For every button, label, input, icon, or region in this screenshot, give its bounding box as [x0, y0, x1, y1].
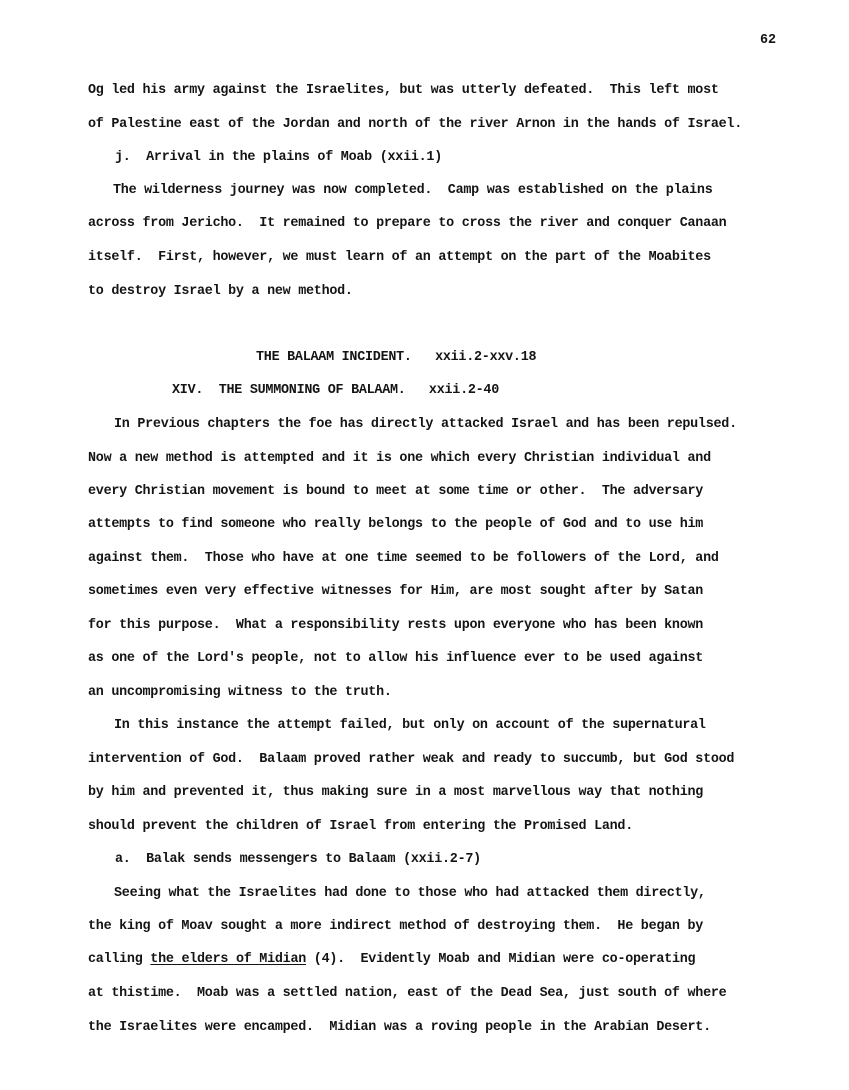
- paragraph-2-line-2: intervention of God. Balaam proved rather weak and ready to succumb, but God stood: [88, 752, 735, 767]
- section-j-line-2: across from Jericho. It remained to prepare to cross the river and conquer Canaan: [88, 216, 727, 231]
- intro-line-1: Og led his army against the Israelites, but was utterly defeated. This left most: [88, 83, 719, 98]
- paragraph-1-line-1: In Previous chapters the foe has directly attacked Israel and has been repulsed.: [114, 417, 737, 432]
- section-a-line-2: the king of Moav sought a more indirect method of destroying them. He began by: [88, 919, 704, 934]
- section-a-line-1: Seeing what the Israelites had done to those who had attacked them directly,: [114, 886, 706, 901]
- paragraph-1-line-8: as one of the Lord's people, not to allow his influence ever to be used against: [88, 651, 704, 666]
- paragraph-2-line-4: should prevent the children of Israel from entering the Promised Land.: [88, 819, 633, 834]
- section-j-line-1: The wilderness journey was now completed. Camp was established on the plains: [113, 183, 713, 198]
- section-a-line-3-end: (4). Evidently Moab and Midian were co-operating: [306, 952, 696, 967]
- paragraph-1-line-9: an uncompromising witness to the truth.: [88, 685, 392, 700]
- paragraph-1-line-6: sometimes even very effective witnesses for Him, are most sought after by Satan: [88, 584, 704, 599]
- section-j-heading: j. Arrival in the plains of Moab (xxii.1): [115, 150, 442, 165]
- paragraph-2-line-1: In this instance the attempt failed, but only on account of the supernatural: [114, 718, 706, 733]
- section-j-line-3: itself. First, however, we must learn of an attempt on the part of the Moabites: [88, 250, 711, 265]
- section-a-line-3-start: calling: [88, 952, 151, 967]
- page-number: 62: [760, 33, 777, 48]
- section-a-line-4: at thistime. Moab was a settled nation, east of the Dead Sea, just south of where: [88, 986, 727, 1001]
- paragraph-1-line-5: against them. Those who have at one time seemed to be followers of the Lord, and: [88, 551, 719, 566]
- paragraph-1-line-2: Now a new method is attempted and it is one which every Christian individual and: [88, 451, 711, 466]
- paragraph-2-line-3: by him and prevented it, thus making sure in a most marvellous way that nothing: [88, 785, 704, 800]
- chapter-subtitle: XIV. THE SUMMONING OF BALAAM. xxii.2-40: [172, 383, 499, 398]
- paragraph-1-line-7: for this purpose. What a responsibility rests upon everyone who has been known: [88, 618, 704, 633]
- section-a-line-3: [88, 952, 695, 968]
- elders-of-midian-underlined: the elders of Midian: [150, 952, 307, 967]
- section-a-heading: a. Balak sends messengers to Balaam (xxii.2-7): [115, 852, 481, 867]
- paragraph-1-line-3: every Christian movement is bound to meet at some time or other. The adversary: [88, 484, 704, 499]
- section-j-line-4: to destroy Israel by a new method.: [88, 284, 353, 299]
- section-title: THE BALAAM INCIDENT. xxii.2-xxv.18: [256, 350, 537, 365]
- section-a-line-5: the Israelites were encamped. Midian was a roving people in the Arabian Desert.: [88, 1020, 711, 1035]
- intro-line-2: of Palestine east of the Jordan and north of the river Arnon in the hands of Israel.: [88, 117, 742, 132]
- paragraph-1-line-4: attempts to find someone who really belongs to the people of God and to use him: [88, 517, 704, 532]
